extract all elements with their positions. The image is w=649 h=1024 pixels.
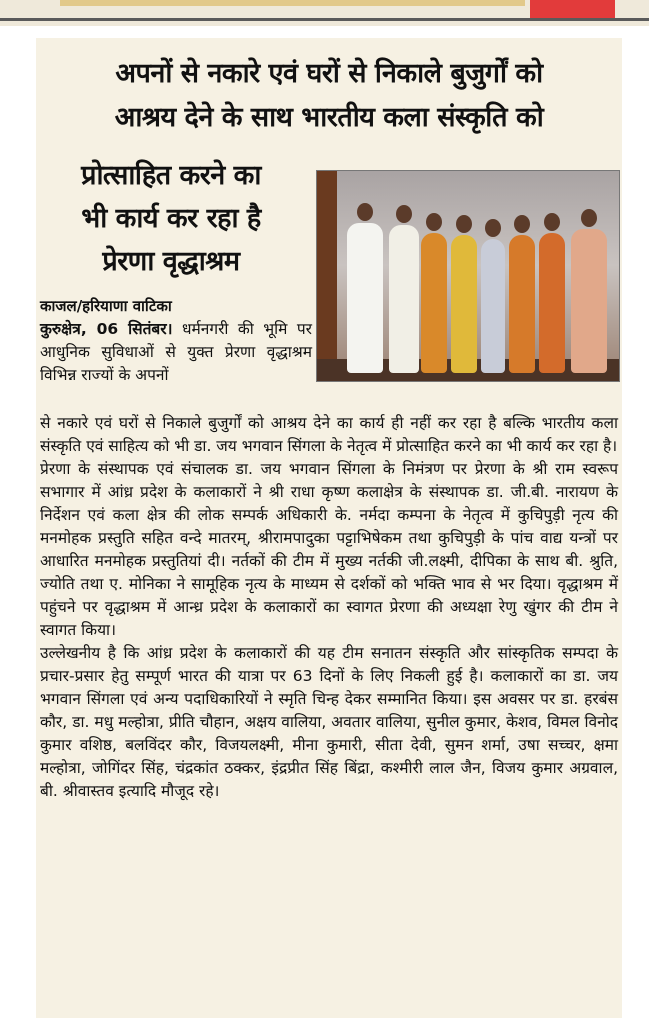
photo-person <box>421 233 447 373</box>
headline-line-3: प्रोत्साहित करने का <box>81 160 261 191</box>
news-clipping <box>36 38 622 1018</box>
news-photo <box>316 170 620 382</box>
photo-curtain <box>317 171 337 381</box>
intro-body: धर्मनगरी की भूमि पर आधुनिक सुविधाओं से युक्त प्रेरणा वृद्धाश्रम विभिन्न राज्यों के अपनों <box>40 320 312 384</box>
headline-line-1: अपनों से नकारे एवं घरों से निकाले बुजुर्गों को <box>115 58 543 89</box>
paragraph-3: उल्लेखनीय है कि आंध्र प्रदेश के कलाकारों की यह टीम सनातन संस्कृति और सांस्कृतिक सम्पदा के प्रचार-प्रसार हेतु सम्पूर्ण भारत की यात्रा पर 63 दिनों के लिए निकली हुई है। कलाकारों का डा. जय भगवान सिंगला एवं अन्य पदाधिकारियों ने स्मृति चिन्ह देकर सम्मानित किया। इस अवसर पर डा. हरबंस कौर, डा. मधु मल्होत्रा, प्रीति चौहान, अक्षय वालिया, अवतार वालिया, सुनील कुमार, केशव, विमल विनोद कुमार वशिष्ठ, बलविंदर कौर, विजयलक्ष्मी, मीना कुमारी, सीता देवी, सुमन शर्मा, उषा सच्चर, क्षमा मल्होत्रा, जोगिंदर सिंह, चंद्रकांत ठक्कर, इंद्रप्रीत सिंह बिंद्रा, कश्मीरी लाल जैन, विजय कुमार अग्रवाल, बी. श्रीवास्तव इत्यादि मौजूद रहे। <box>40 644 618 800</box>
photo-person <box>389 225 419 373</box>
photo-person <box>481 239 505 373</box>
previous-page-strip <box>0 0 649 26</box>
dateline: कुरुक्षेत्र, 06 सितंबर। <box>40 320 173 338</box>
paragraph-1: से नकारे एवं घरों से निकाले बुजुर्गों को आश्रय देने का कार्य ही नहीं कर रहा है बल्कि भारतीय कला संस्कृति एवं साहित्य को भी डा. जय भगवान सिंगला के नेतृत्व में प्रोत्साहित करने का भी कार्य कर रहा है। <box>40 414 618 455</box>
headline-line-2: आश्रय देने के साथ भारतीय कला संस्कृति को <box>114 102 544 133</box>
headline-line-4: भी कार्य कर रहा है <box>81 203 261 234</box>
photo-person <box>539 233 565 373</box>
photo-person <box>571 229 607 373</box>
headline-continued <box>36 154 306 283</box>
headline-line-5: प्रेरणा वृद्धाश्रम <box>102 246 240 277</box>
photo-person <box>451 235 477 373</box>
article-body <box>40 412 618 803</box>
paragraph-2: प्रेरणा के संस्थापक एवं संचालक डा. जय भगवान सिंगला के निमंत्रण पर प्रेरणा के श्री राम स्वरूप सभागार में आंध्र प्रदेश के कलाकारों ने श्री राधा कृष्ण कलाक्षेत्र के संस्थापक डा. जी.बी. नारायण के निर्देशन एवं कला क्षेत्र की लोक सम्पर्क अधिकारी के. नर्मदा कम्पना के नेतृत्व में कुचिपुड़ी नृत्य की मनमोहक प्रस्तुति सहित वन्दे मातरम्, श्रीरामपादुका पट्टाभिषेकम तथा कुचिपुड़ी के पांच वाद्य यन्त्रों पर आधारित मनमोहक प्रस्तुतियां दी। नर्तकों की टीम में मुख्य नर्तकी जी.लक्ष्मी, दीपिका के साथ बी. श्रुति, ज्योति तथा ए. मोनिका ने सामूहिक नृत्य के माध्यम से दर्शकों को भक्ति भाव से भर दिया। वृद्धाश्रम में पहुंचने पर वृद्धाश्रम में आन्ध्र प्रदेश के कलाकारों का स्वागत प्रेरणा की अध्यक्षा रेणु खुंगर की टीम ने स्वागत किया। <box>40 460 618 639</box>
photo-person <box>347 223 383 373</box>
headline <box>36 52 622 140</box>
byline: काजल/हरियाणा वाटिका <box>40 297 172 315</box>
page-rule <box>0 18 649 21</box>
intro-text <box>40 318 312 387</box>
photo-person <box>509 235 535 373</box>
previous-page-band <box>60 0 525 6</box>
masthead-red-block <box>530 0 615 18</box>
